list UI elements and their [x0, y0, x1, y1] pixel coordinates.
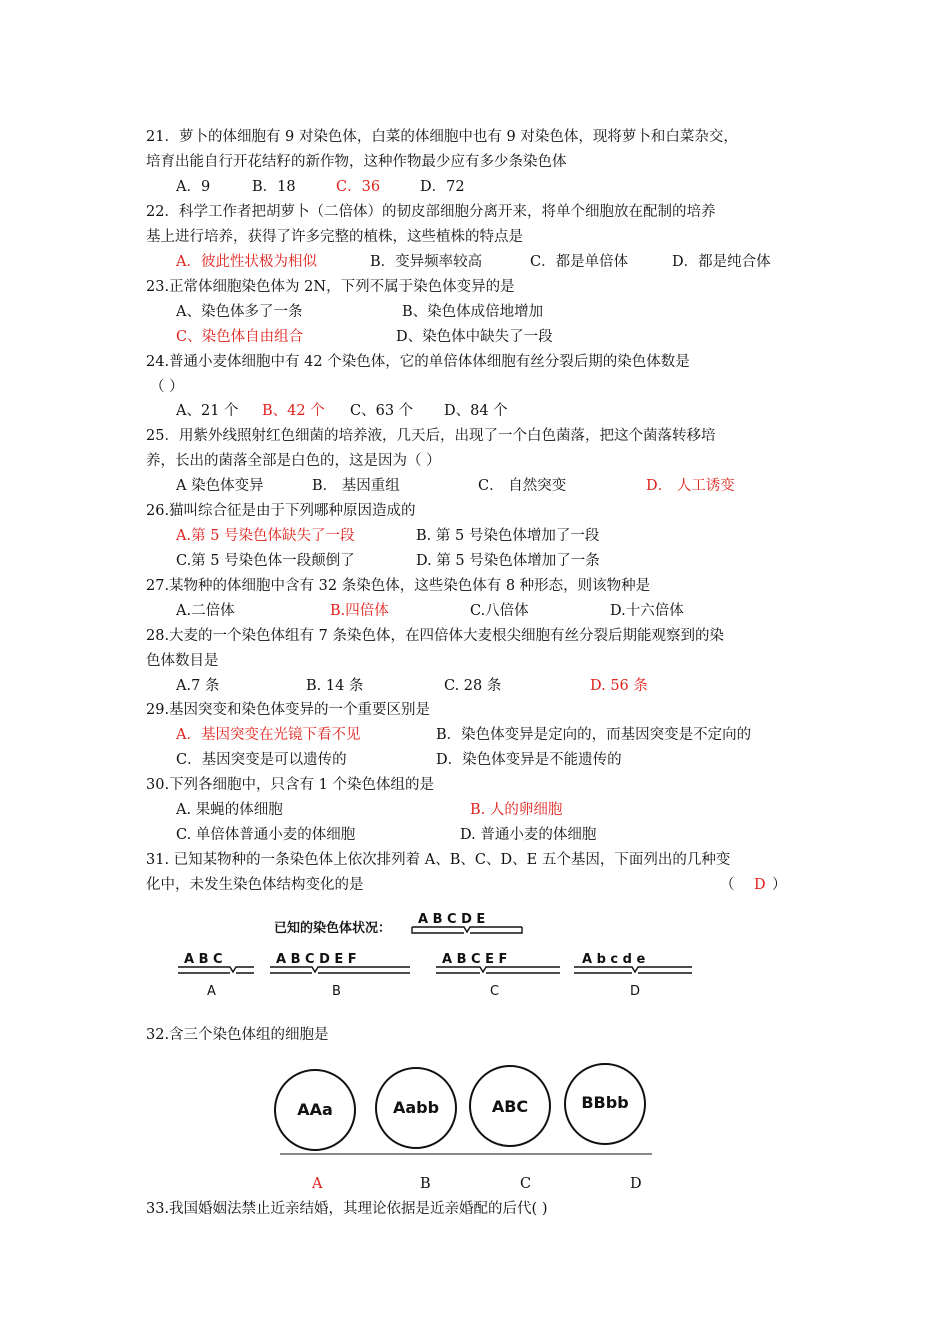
q32-label-d: D [630, 1176, 642, 1192]
cell-d-content: BBbb [581, 1093, 629, 1112]
q32-label-b: B [420, 1176, 431, 1192]
q25-stem-line1: 25．用紫外线照射红色细菌的培养液，几天后，出现了一个白色菌落，把这个菌落转移培 [146, 428, 716, 444]
q31-answer-bracket-close: ） [772, 877, 787, 893]
q27-option-d: D.十六倍体 [610, 603, 684, 619]
q28-option-a: A.7 条 [176, 678, 220, 694]
q30-option-a: A. 果蝇的体细胞 [176, 802, 283, 818]
q28-option-c: C. 28 条 [444, 678, 502, 694]
q27-option-a: A.二倍体 [176, 603, 235, 619]
q29-stem: 29.基因突变和染色体变异的一个重要区别是 [146, 702, 431, 718]
q31-chromosome-figure [170, 905, 700, 1005]
q23-option-c-answer: C、染色体自由组合 [176, 329, 304, 345]
q31-stem-line2: 化中，未发生染色体结构变化的是 [146, 877, 364, 893]
q21-option-a: A．9 [176, 179, 211, 195]
q28-option-d-answer: D. 56 条 [590, 678, 648, 694]
q21-stem-line1: 21．萝卜的体细胞有 9 对染色体，白菜的体细胞中也有 9 对染色体，现将萝卜和白菜杂交， [146, 129, 738, 145]
q32-label-c: C [520, 1176, 532, 1192]
q22-option-d: D．都是纯合体 [672, 254, 771, 270]
cell-c [470, 1066, 550, 1146]
cell-c-content: ABC [491, 1097, 529, 1116]
q26-option-c: C.第 5 号染色体一段颠倒了 [176, 553, 355, 569]
q26-option-b: B. 第 5 号染色体增加了一段 [416, 528, 600, 544]
q32-cells-figure [270, 1050, 662, 1170]
cell-b [376, 1068, 456, 1148]
q27-stem: 27.某物种的体细胞中含有 32 条染色体，这些染色体有 8 种形态，则该物种是 [146, 578, 651, 594]
chromosome-c-bar [436, 967, 560, 973]
q29-option-c: C．基因突变是可以遗传的 [176, 752, 347, 768]
chromosome-a-label: A [207, 984, 216, 999]
q32-stem: 32.含三个染色体组的细胞是 [146, 1027, 329, 1043]
chromosome-b-genes: A B C D E F [276, 952, 357, 967]
known-chromosome-bar [412, 927, 522, 933]
q21-option-d: D．72 [420, 179, 465, 195]
q24-option-c: C、63 个 [350, 403, 414, 419]
q25-option-a: A 染色体变异 [176, 478, 264, 494]
cell-a-content: AAa [297, 1100, 333, 1119]
q30-option-c: C. 单倍体普通小麦的体细胞 [176, 827, 356, 843]
q31-answer-bracket-open: （ [720, 877, 735, 893]
q21-stem-line2: 培育出能自行开花结籽的新作物，这种作物最少应有多少条染色体 [146, 154, 567, 170]
q25-option-d-answer: D． 人工诱变 [646, 478, 735, 494]
q29-option-d: D．染色体变异是不能遗传的 [436, 752, 622, 768]
q31-stem-line1: 31. 已知某物种的一条染色体上依次排列着 A、B、C、D、E 五个基因，下面列出的几种变 [146, 852, 731, 868]
q24-option-a: A、21 个 [176, 403, 239, 419]
q26-option-a-answer: A.第 5 号染色体缺失了一段 [176, 528, 355, 544]
q25-stem-line2: 养，长出的菌落全部是白色的，这是因为（ ） [146, 453, 441, 469]
q25-option-c: C． 自然突变 [478, 478, 567, 494]
q22-stem-line1: 22．科学工作者把胡萝卜（二倍体）的韧皮部细胞分离开来，将单个细胞放在配制的培养 [146, 204, 716, 220]
cell-d [565, 1064, 645, 1144]
q26-stem: 26.猫叫综合征是由于下列哪种原因造成的 [146, 503, 416, 519]
q28-stem-line1: 28.大麦的一个染色体组有 7 条染色体，在四倍体大麦根尖细胞有丝分裂后期能观察到的染 [146, 628, 724, 644]
q31-answer: D [754, 877, 766, 893]
q22-stem-line2: 基上进行培养，获得了许多完整的植株，这些植株的特点是 [146, 229, 523, 245]
q28-option-b: B. 14 条 [306, 678, 364, 694]
known-chromosome-label: 已知的染色体状况： [274, 921, 392, 936]
chromosome-b-label: B [332, 984, 341, 999]
q23-option-d: D、染色体中缺失了一段 [396, 329, 553, 345]
known-chromosome-genes: A B C D E [418, 912, 486, 927]
cell-b-content: Aabb [392, 1098, 440, 1117]
q24-stem-line2: （ ） [150, 379, 184, 395]
q27-option-c: C.八倍体 [470, 603, 529, 619]
q22-option-b: B．变异频率较高 [370, 254, 483, 270]
q23-option-b: B、染色体成倍地增加 [402, 304, 544, 320]
q33-stem: 33.我国婚姻法禁止近亲结婚，其理论依据是近亲婚配的后代( ) [146, 1201, 548, 1217]
chromosome-c-label: C [490, 984, 500, 999]
q22-option-a-answer: A．彼此性状极为相似 [176, 254, 317, 270]
q21-option-b: B．18 [252, 179, 296, 195]
q24-stem-line1: 24.普通小麦体细胞中有 42 个染色体，它的单倍体体细胞有丝分裂后期的染色体数是 [146, 354, 690, 370]
q24-option-b-answer: B、42 个 [262, 403, 325, 419]
chromosome-a-genes: A B C [184, 952, 223, 967]
q23-option-a: A、染色体多了一条 [176, 304, 303, 320]
q30-option-d: D. 普通小麦的体细胞 [460, 827, 597, 843]
q32-label-a-answer: A [312, 1176, 323, 1192]
q30-stem: 30.下列各细胞中，只含有 1 个染色体组的是 [146, 777, 435, 793]
q30-option-b-answer: B. 人的卵细胞 [470, 802, 563, 818]
q25-option-b: B． 基因重组 [312, 478, 400, 494]
q21-option-c-answer: C．36 [336, 179, 381, 195]
q24-option-d: D、84 个 [444, 403, 508, 419]
chromosome-a-bar [178, 967, 254, 973]
chromosome-d-bar [574, 967, 692, 973]
chromosome-b-bar [270, 967, 410, 973]
q29-option-a-answer: A．基因突变在光镜下看不见 [176, 727, 361, 743]
q22-option-c: C．都是单倍体 [530, 254, 629, 270]
cell-a [275, 1070, 355, 1150]
q27-option-b-answer: B.四倍体 [330, 603, 389, 619]
q23-stem: 23.正常体细胞染色体为 2N，下列不属于染色体变异的是 [146, 279, 515, 295]
q26-option-d: D. 第 5 号染色体增加了一条 [416, 553, 600, 569]
chromosome-d-genes: A b c d e [582, 952, 646, 967]
chromosome-c-genes: A B C E F [442, 952, 508, 967]
chromosome-d-label: D [630, 984, 641, 999]
q28-stem-line2: 色体数目是 [146, 653, 219, 669]
q29-option-b: B．染色体变异是定向的，而基因突变是不定向的 [436, 727, 752, 743]
